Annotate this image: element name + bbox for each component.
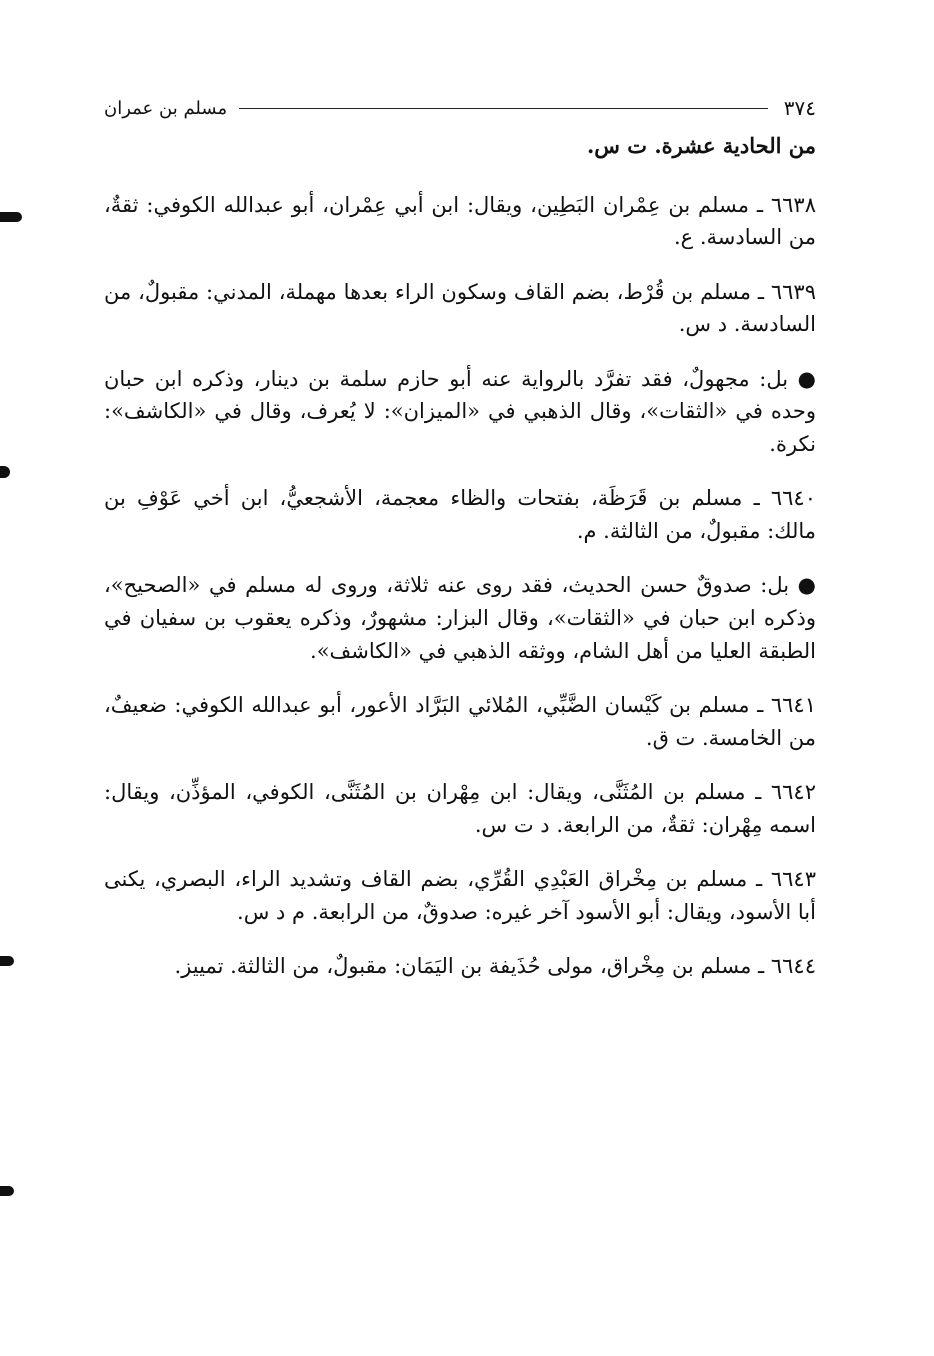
page-body (104, 130, 816, 983)
entry-6638: ٦٦٣٨ ـ مسلم بن عِمْران البَطِين، ويقال: ابن أبي عِمْران، أبو عبدالله الكوفي: ثقةٌ، من السادسة. ع. (104, 192, 816, 250)
entry-6641: ٦٦٤١ ـ مسلم بن كَيْسان الضَّبِّي، المُلائي البَرَّاد الأعور، أبو عبدالله الكوفي: ضعيفٌ، من الخامسة. ت ق. (104, 693, 816, 750)
entry-6642: ٦٦٤٢ ـ مسلم بن المُثَنَّى، ويقال: ابن مِهْران بن المُثَنَّى، الكوفي، المؤذِّن، ويقال: اسمه مِهْران: ثقةٌ، من الرابعة. د ت س. (104, 780, 816, 837)
margin-mark (0, 212, 22, 222)
margin-mark (0, 956, 14, 966)
margin-mark (0, 466, 10, 478)
commentary-6639: ● بل: مجهولٌ، فقد تفرَّد بالرواية عنه أبو حازم سلمة بن دينار، وذكره ابن حبان وحده في «الثقات»، وقال الذهبي في «الميزان»: لا يُعرف، وقال في «الكاشف»: نكرة. (104, 366, 816, 456)
header-rule (239, 108, 768, 109)
commentary-6640: ● بل: صدوقٌ حسن الحديث، فقد روى عنه ثلاثة، وروى له مسلم في «الصحيح»، وذكره ابن حبان في «الثقات»، وقال البزار: مشهورٌ، وذكره يعقوب بن سفيان في الطبقة العليا من أهل الشام، ووثقه الذهبي في «الكاشف». (104, 573, 817, 663)
page-number: ٣٧٤ (783, 96, 816, 120)
entry-6640: ٦٦٤٠ ـ مسلم بن قَرَظَة، بفتحات والظاء معجمة، الأشجعيُّ، ابن أخي عَوْفِ بن مالك: مقبولٌ، من الثالثة. م. (104, 486, 816, 543)
entry-continuation: من الحادية عشرة. ت س. (586, 133, 816, 158)
entry-6643: ٦٦٤٣ ـ مسلم بن مِخْراق العَبْدِي القُرِّي، بضم القاف وتشديد الراء، البصري، يكنى أبا الأسود، ويقال: أبو الأسود آخر غيره: صدوقٌ، من الرابعة. م د س. (104, 867, 816, 924)
page (104, 86, 816, 1306)
margin-mark (0, 1186, 14, 1196)
page-header (104, 86, 816, 130)
entry-6639: ٦٦٣٩ ـ مسلم بن قُرْط، بضم القاف وسكون الراء بعدها مهملة، المدني: مقبولٌ، من السادسة. د س. (104, 279, 816, 337)
entry-6644: ٦٦٤٤ ـ مسلم بن مِخْراق، مولى حُذَيفة بن اليَمَان: مقبولٌ، من الثالثة. تمييز. (174, 954, 816, 979)
running-title: مسلم بن عمران (104, 97, 228, 119)
